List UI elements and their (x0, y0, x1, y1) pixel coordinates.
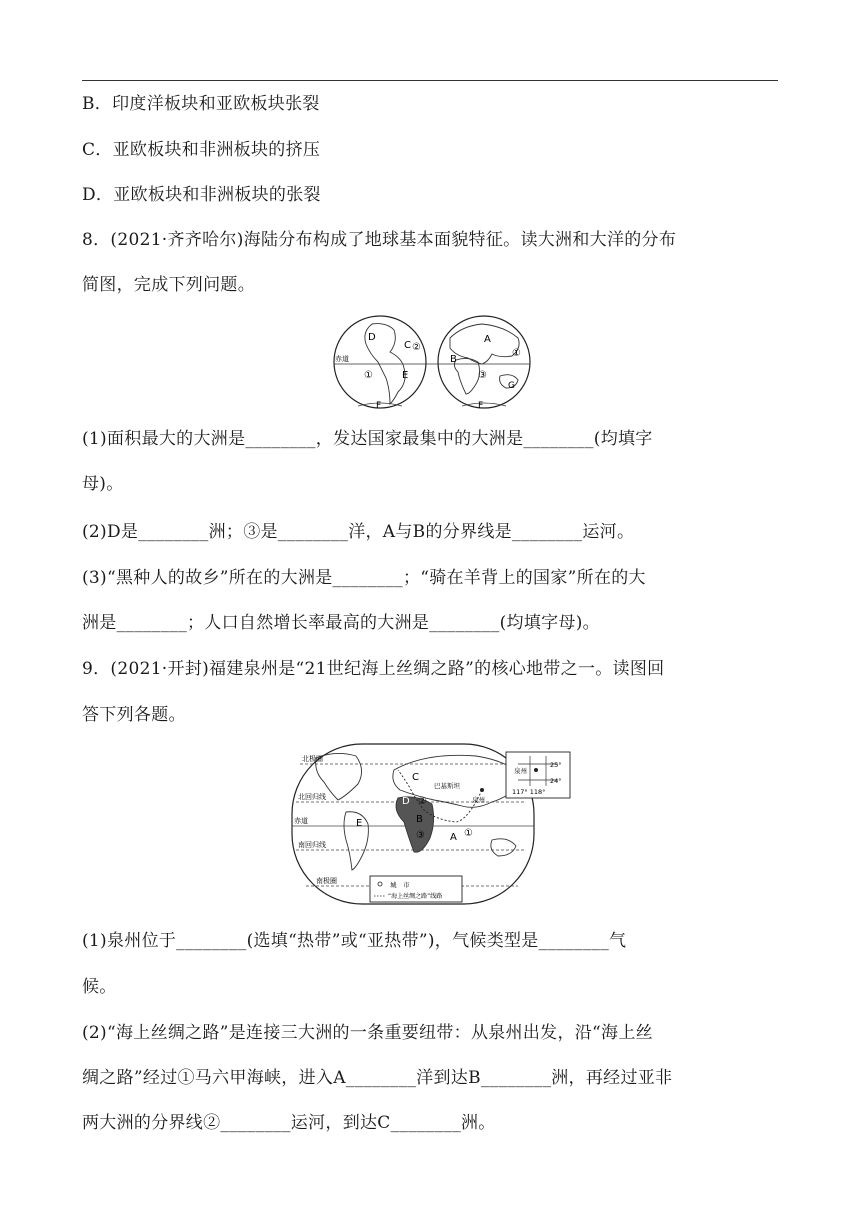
label-ocean-1-west: ① (364, 370, 373, 381)
question-9-2-end: 两大洲的分界线②________运河，到达C________洲。 (82, 1113, 496, 1133)
quanzhou-dot (480, 788, 484, 792)
label-ocean-1-east: ① (512, 348, 521, 359)
label-e: E (356, 818, 363, 829)
inset-lat-bottom: 24° (550, 777, 562, 785)
question-9-1-cont: 候。 (82, 977, 117, 997)
legend-city: 城 市 (390, 881, 410, 889)
label-d: D (402, 796, 410, 807)
option-b: B．印度洋板块和亚欧板块张裂 (82, 94, 320, 114)
label-pakistan: 巴基斯坦 (434, 782, 460, 790)
label-c: C (404, 340, 411, 351)
label-b: B (450, 354, 457, 365)
label-c: C (412, 772, 419, 783)
label-a: A (450, 832, 457, 843)
option-d: D．亚欧板块和非洲板块的张裂 (82, 185, 321, 205)
option-c: C．亚欧板块和非洲板块的挤压 (82, 140, 321, 160)
label-f-east: F (478, 401, 484, 411)
label-ocean-2: ② (418, 796, 427, 807)
label-b: B (416, 814, 423, 825)
question-8-3-cont: 洲是________；人口自然增长率最高的大洲是________(均填字母)。 (82, 613, 600, 633)
question-9-2-cont: 绸之路”经过①马六甲海峡，进入A________洋到达B________洲，再经过亚非 (82, 1068, 673, 1088)
equator-label: 赤道 (335, 355, 349, 363)
label-strait-1: ① (464, 828, 473, 839)
question-8-1: (1)面积最大的大洲是________，发达国家最集中的大洲是________(均填字 (82, 429, 653, 449)
label-g: G (508, 381, 515, 391)
continents-oceans-map (332, 312, 532, 412)
inset-lat-top: 25° (550, 761, 562, 769)
lat-capricorn: 南回归线 (298, 841, 326, 849)
lat-antarctic: 南极圈 (316, 877, 337, 885)
question-8-1-cont: 母)。 (82, 474, 124, 494)
header-rule (82, 80, 778, 81)
question-8-2: (2)D是________洲；③是________洋，A与B的分界线是________运河。 (82, 522, 635, 542)
question-8-stem: 8．(2021·齐齐哈尔)海陆分布构成了地球基本面貌特征。读大洲和大洋的分布 (82, 230, 677, 250)
label-e: E (402, 370, 409, 381)
question-9-2: (2)“海上丝绸之路”是连接三大洲的一条重要纽带：从泉州出发，沿“海上丝 (82, 1023, 653, 1043)
question-9-stem: 9．(2021·开封)福建泉州是“21世纪海上丝绸之路”的核心地带之一。读图回 (82, 659, 665, 679)
label-d: D (368, 332, 376, 343)
question-9-stem-cont: 答下列各题。 (82, 705, 186, 725)
label-f-west: F (376, 401, 382, 411)
label-ocean-2: ② (412, 342, 421, 353)
lat-equator: 赤道 (294, 817, 308, 825)
question-8-stem-cont: 简图，完成下列问题。 (82, 275, 255, 295)
label-ocean-3: ③ (416, 830, 425, 841)
label-quanzhou: 泉州 (472, 796, 485, 804)
lat-cancer: 北回归线 (298, 793, 326, 801)
inset-lon: 117° 118° (512, 788, 546, 796)
label-a: A (484, 334, 491, 345)
lat-arctic: 北极圈 (302, 755, 323, 763)
label-ocean-3: ③ (478, 370, 487, 381)
legend-route: “海上丝绸之路”线路 (388, 893, 443, 900)
inset-city: 泉州 (514, 767, 527, 775)
silk-road-world-map (286, 740, 578, 912)
question-8-3: (3)“黑种人的故乡”所在的大洲是________；“骑在羊背上的国家”所在的大 (82, 568, 646, 588)
question-9-1: (1)泉州位于________(选填“热带”或“亚热带”)，气候类型是________气 (82, 931, 627, 951)
